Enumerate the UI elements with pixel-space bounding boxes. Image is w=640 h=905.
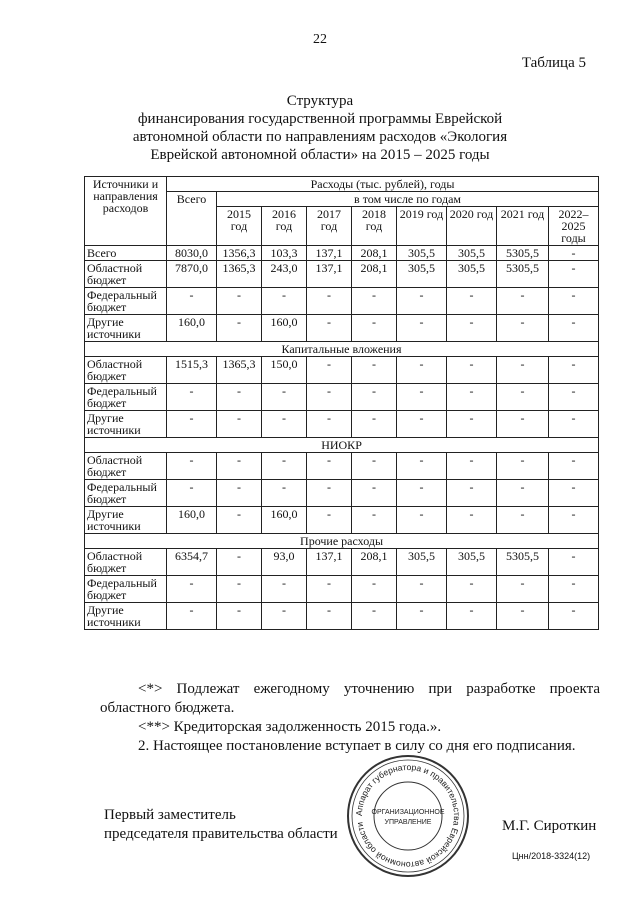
row-value: 1365,3: [217, 357, 262, 384]
row-value: -: [447, 480, 497, 507]
section-row: [85, 534, 599, 549]
row-value: -: [549, 549, 599, 576]
row-value: -: [549, 246, 599, 261]
row-total: -: [167, 576, 217, 603]
row-value: 5305,5: [497, 261, 549, 288]
row-value: -: [397, 357, 447, 384]
row-label: Областной бюджет: [85, 261, 167, 288]
row-value: -: [397, 603, 447, 630]
row-value: -: [447, 384, 497, 411]
row-value: 305,5: [397, 549, 447, 576]
row-label: Областной бюджет: [85, 453, 167, 480]
row-value: -: [447, 507, 497, 534]
row-label: Федеральный бюджет: [85, 480, 167, 507]
row-value: 103,3: [262, 246, 307, 261]
row-value: -: [549, 453, 599, 480]
row-value: -: [262, 411, 307, 438]
seal-center-line: УПРАВЛЕНИЕ: [384, 819, 432, 826]
row-value: 305,5: [397, 246, 447, 261]
row-label: Другие источники: [85, 315, 167, 342]
row-value: -: [549, 315, 599, 342]
row-value: -: [217, 288, 262, 315]
table-row: [85, 507, 599, 534]
row-value: -: [262, 288, 307, 315]
table-row: [85, 480, 599, 507]
row-value: 208,1: [352, 549, 397, 576]
row-value: -: [397, 384, 447, 411]
table-row: [85, 357, 599, 384]
row-value: -: [352, 576, 397, 603]
row-total: -: [167, 411, 217, 438]
table-row: [85, 315, 599, 342]
row-value: 137,1: [307, 261, 352, 288]
header-year: 2022– 2025 годы: [549, 207, 599, 246]
row-value: -: [217, 480, 262, 507]
row-value: -: [307, 603, 352, 630]
table-row: [85, 384, 599, 411]
financing-table: [84, 176, 599, 630]
row-value: -: [352, 357, 397, 384]
header-sources: Источники и направления расходов: [85, 177, 167, 246]
row-value: -: [217, 603, 262, 630]
row-value: -: [549, 603, 599, 630]
row-value: -: [447, 453, 497, 480]
row-value: -: [307, 357, 352, 384]
section-row: [85, 342, 599, 357]
row-value: 1356,3: [217, 246, 262, 261]
header-year: 2017 год: [307, 207, 352, 246]
header-by-years: в том числе по годам: [217, 192, 599, 207]
header-expenses: Расходы (тыс. рублей), годы: [167, 177, 599, 192]
row-value: -: [549, 411, 599, 438]
note-footnote-2: <**> Кредиторская задолженность 2015 года.».: [138, 719, 442, 735]
row-value: -: [497, 357, 549, 384]
section-title: Прочие расходы: [85, 534, 599, 549]
table-row: [85, 603, 599, 630]
row-value: -: [217, 384, 262, 411]
row-label: Федеральный бюджет: [85, 576, 167, 603]
row-value: 305,5: [447, 549, 497, 576]
row-value: -: [549, 576, 599, 603]
signer-title-line: Первый заместитель: [104, 807, 236, 823]
row-total: -: [167, 384, 217, 411]
row-value: -: [447, 357, 497, 384]
row-value: -: [497, 576, 549, 603]
document-code: Цнн/2018-3324(12): [512, 851, 591, 861]
row-value: -: [307, 453, 352, 480]
table-row: [85, 549, 599, 576]
row-value: -: [262, 603, 307, 630]
title-line: финансирования государственной программы Еврейской: [137, 111, 503, 127]
row-value: -: [217, 576, 262, 603]
row-value: -: [549, 288, 599, 315]
signer-title: [104, 806, 338, 844]
row-total: -: [167, 453, 217, 480]
row-value: -: [352, 480, 397, 507]
row-value: -: [262, 576, 307, 603]
header-total: Всего: [167, 192, 217, 246]
row-value: -: [352, 315, 397, 342]
row-value: -: [397, 288, 447, 315]
row-value: -: [447, 576, 497, 603]
table-header-row: [85, 177, 599, 192]
row-label: Другие источники: [85, 507, 167, 534]
row-value: -: [352, 603, 397, 630]
row-value: -: [217, 549, 262, 576]
row-label: Другие источники: [85, 411, 167, 438]
section-row: [85, 438, 599, 453]
row-value: -: [397, 315, 447, 342]
row-value: -: [397, 507, 447, 534]
header-year: 2021 год: [497, 207, 549, 246]
seal-center-line: ОРГАНИЗАЦИОННОЕ: [371, 809, 445, 816]
row-value: -: [397, 480, 447, 507]
section-title: Капитальные вложения: [85, 342, 599, 357]
row-value: -: [352, 453, 397, 480]
row-value: -: [447, 603, 497, 630]
row-total: 160,0: [167, 507, 217, 534]
row-total: -: [167, 603, 217, 630]
row-label: Областной бюджет: [85, 357, 167, 384]
row-total: -: [167, 480, 217, 507]
row-value: -: [447, 288, 497, 315]
seal-ring-text: Аппарат губернатора и правительства Еврейской автономной области: [353, 761, 463, 871]
row-label: Федеральный бюджет: [85, 288, 167, 315]
row-value: -: [217, 453, 262, 480]
page-number: 22: [313, 32, 327, 47]
title-line: Еврейской автономной области» на 2015 – 2025 годы: [150, 147, 490, 163]
row-value: 208,1: [352, 261, 397, 288]
title-line: Структура: [286, 93, 354, 109]
row-value: -: [497, 384, 549, 411]
header-year: 2019 год: [397, 207, 447, 246]
note-footnote-1: <*> Подлежат ежегодному уточнению при разработке проекта областного бюджета.: [100, 681, 600, 716]
row-value: 305,5: [447, 261, 497, 288]
row-label: Всего: [85, 246, 167, 261]
row-value: -: [307, 411, 352, 438]
row-value: -: [307, 384, 352, 411]
row-value: -: [307, 288, 352, 315]
row-value: 160,0: [262, 507, 307, 534]
row-value: -: [497, 603, 549, 630]
title-line: автономной области по направлениям расходов «Экология: [132, 129, 508, 145]
row-total: 160,0: [167, 315, 217, 342]
table-row: [85, 246, 599, 261]
row-value: -: [217, 315, 262, 342]
row-total: 1515,3: [167, 357, 217, 384]
signer-name: М.Г. Сироткин: [502, 818, 597, 834]
header-year: 2015 год: [217, 207, 262, 246]
row-value: -: [549, 384, 599, 411]
row-value: -: [307, 315, 352, 342]
header-year: 2020 год: [447, 207, 497, 246]
row-value: -: [352, 288, 397, 315]
row-value: -: [307, 480, 352, 507]
table-row: [85, 288, 599, 315]
note-effective-clause: 2. Настоящее постановление вступает в силу со дня его подписания.: [138, 738, 576, 754]
row-value: -: [262, 384, 307, 411]
row-value: -: [262, 480, 307, 507]
row-value: -: [352, 384, 397, 411]
row-value: 137,1: [307, 549, 352, 576]
notes: [100, 680, 600, 756]
header-year: 2018 год: [352, 207, 397, 246]
row-value: -: [307, 507, 352, 534]
row-value: 137,1: [307, 246, 352, 261]
row-label: Федеральный бюджет: [85, 384, 167, 411]
official-seal: [344, 752, 472, 885]
row-value: 93,0: [262, 549, 307, 576]
financing-table-container: [84, 176, 598, 630]
row-value: -: [497, 480, 549, 507]
row-total: 8030,0: [167, 246, 217, 261]
row-value: -: [497, 411, 549, 438]
row-value: -: [497, 288, 549, 315]
row-value: -: [549, 480, 599, 507]
row-value: -: [397, 453, 447, 480]
row-value: -: [549, 357, 599, 384]
row-value: 150,0: [262, 357, 307, 384]
row-value: 5305,5: [497, 549, 549, 576]
header-year: 2016 год: [262, 207, 307, 246]
table-row: [85, 411, 599, 438]
row-value: -: [397, 576, 447, 603]
row-total: -: [167, 288, 217, 315]
row-value: 208,1: [352, 246, 397, 261]
row-value: -: [307, 576, 352, 603]
document-title: [60, 92, 580, 164]
row-value: -: [262, 453, 307, 480]
row-value: -: [397, 411, 447, 438]
row-value: -: [447, 315, 497, 342]
row-value: -: [497, 315, 549, 342]
signer-title-line: председателя правительства области: [104, 826, 338, 842]
row-value: -: [497, 507, 549, 534]
table-row: [85, 453, 599, 480]
row-value: -: [217, 507, 262, 534]
row-value: -: [447, 411, 497, 438]
row-value: -: [352, 411, 397, 438]
row-value: -: [497, 453, 549, 480]
row-value: 160,0: [262, 315, 307, 342]
row-total: 6354,7: [167, 549, 217, 576]
row-value: -: [549, 507, 599, 534]
row-value: 305,5: [397, 261, 447, 288]
table-row: [85, 261, 599, 288]
row-label: Другие источники: [85, 603, 167, 630]
row-value: 305,5: [447, 246, 497, 261]
row-total: 7870,0: [167, 261, 217, 288]
section-title: НИОКР: [85, 438, 599, 453]
table-label: Таблица 5: [521, 55, 586, 71]
table-row: [85, 576, 599, 603]
row-value: 5305,5: [497, 246, 549, 261]
row-value: -: [352, 507, 397, 534]
row-label: Областной бюджет: [85, 549, 167, 576]
row-value: 1365,3: [217, 261, 262, 288]
seal-stamp-icon: [344, 752, 472, 880]
row-value: -: [549, 261, 599, 288]
row-value: 243,0: [262, 261, 307, 288]
row-value: -: [217, 411, 262, 438]
